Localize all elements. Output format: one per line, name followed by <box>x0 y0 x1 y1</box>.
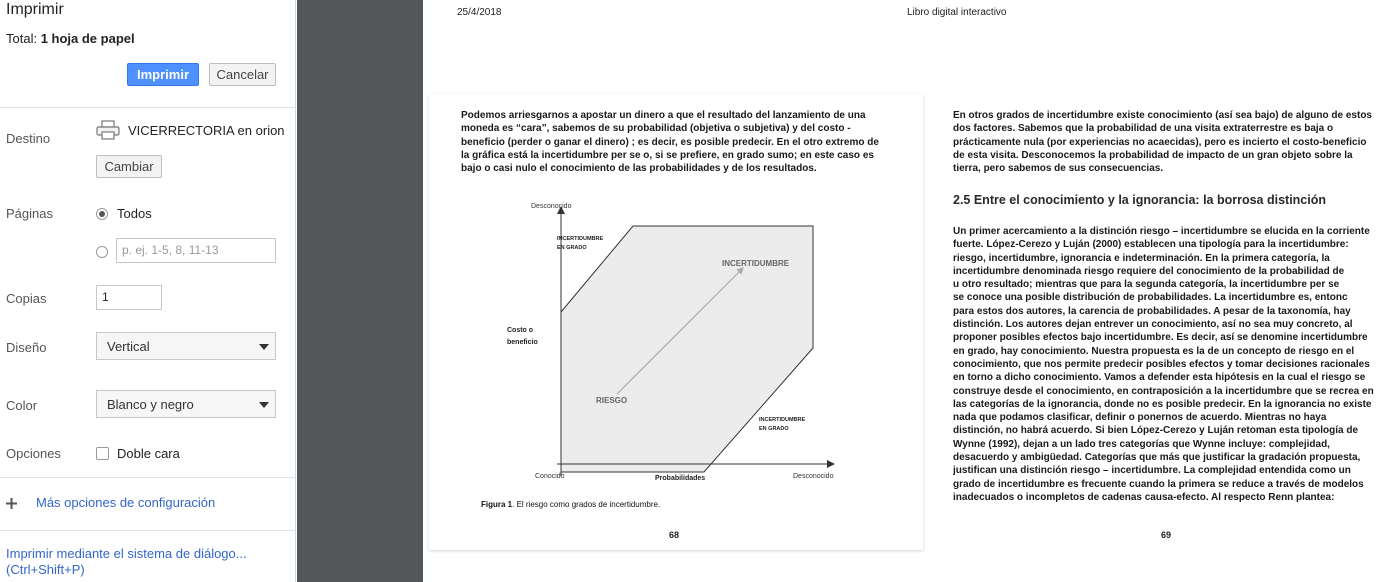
cancel-button[interactable]: Cancelar <box>209 63 276 86</box>
top-left-region-label-2: EN GRADO <box>557 245 587 251</box>
left-page-paragraph: Podemos arriesgarnos a apostar un dinero a que el resultado del lanzamiento de una moneda es “cara”, sabemos de su probabilidad (objetiva o subjetiva) y del costo - beneficio (perder o ganar el dinero) ; es decir, es posible predecir. En el otro extremo de la gráfica está la incertidumbre per se o, si se prefiere, en grado sumo; en este caso es bajo o casi nulo el conocimiento de las probabilidades y de los resultados. <box>461 110 879 175</box>
duplex-label: Doble cara <box>117 446 180 461</box>
change-destination-button[interactable]: Cambiar <box>96 155 162 178</box>
right-page-intro: En otros grados de incertidumbre existe conocimiento (así sea bajo) de alguno de estos dos factores. Sabemos que la probabilidad de una visita extraterrestre es baja o prácticamente nula (por experiencias no acaecidas), pero es incierto el costo-beneficio de esta visita. Desconocemos la probabilidad de impacto de un gran objeto sobre la tierra, pero sabemos de sus consecuencias. <box>953 110 1372 175</box>
x-mid-label: Probabilidades <box>655 475 706 482</box>
right-page-body: Un primer acercamiento a la distinción riesgo – incertidumbre se elucida en la corriente fuerte. López-Cerezo y Luján (2000) establecen una tipología para la incertidumbre: riesgo, incertidumbre, ignorancia e indeterminación. En la primera categoría, la incertidumbre denominada riesgo requiere del conocimiento de la probabilidad de u otro resultado; mientras que para la segunda categoría, la incertidumbre per se se conoce una posible distribución de probabilidades. La incertidumbre es, entonc para estos dos autores, la carencia de probabilidades. A pesar de la taxonomía, hay distinción. Los autores dejan entrever un conocimiento, así no sea muy concreto, al proponer posibles efectos bajo incertidumbre. Es decir, así se denomine incertidumbre en grado, hay conocimiento. Nuestra propuesta es la de un concepto de riesgo en el conocimiento, que nos permite predecir posibles efectos y tomar decisiones racionales en torno a dicho conocimiento. Vamos a defender esta hipótesis en la cual el riesgo se construye desde el conocimiento, en contraposición a la incertidumbre que se recrea en las categorías de la ignorancia, donde no es posible predecir. En la ignorancia no existe nada que podamos clasificar, definir o ponernos de acuerdo. Mientras no haya distinción, no habrá acuerdo. Si bien López-Cerezo y Luján retoman esta tipología de Wynne (1992), dejan a un lado tres categorías que Wynne incluye: complejidad, desacuerdo y ambigüedad. Categorías que más que justificar la gradación propuesta, justifican una distinción riesgo – incertidumbre. La complejidad entendida como un grado de incertidumbre es frecuente cuando la primera se reduce a través de modelos inadecuados o incompletos de cadenas causa-efecto. Al respecto Renn plantea: <box>953 226 1374 503</box>
duplex-checkbox[interactable] <box>96 447 109 460</box>
pages-all-label: Todos <box>117 206 152 221</box>
layout-label: Diseño <box>6 340 47 355</box>
more-settings-link[interactable]: Más opciones de configuración <box>36 495 216 510</box>
center-label: INCERTIDUMBRE <box>722 259 790 268</box>
y-mid-label-1: Costo o <box>507 327 534 334</box>
print-settings-sidebar <box>0 0 296 582</box>
plus-icon[interactable] <box>6 498 17 509</box>
top-left-region-label-1: INCERTIDUMBRE <box>557 236 604 242</box>
color-select-value: Blanco y negro <box>107 397 194 412</box>
print-button[interactable]: Imprimir <box>127 63 199 86</box>
risk-uncertainty-figure <box>499 198 849 488</box>
bottom-right-region-label-2: EN GRADO <box>759 426 789 432</box>
copies-input[interactable]: 1 <box>96 285 162 310</box>
header-date: 25/4/2018 <box>457 7 502 18</box>
chevron-down-icon <box>259 402 269 408</box>
chevron-down-icon <box>259 344 269 350</box>
y-top-label: Desconocido <box>531 203 572 210</box>
printer-name: VICERRECTORIA en orion <box>128 123 285 138</box>
bottom-right-region-label-1: INCERTIDUMBRE <box>759 417 806 423</box>
divider <box>0 477 296 478</box>
book-page-69 <box>947 94 1390 550</box>
pages-range-input[interactable]: p. ej. 1-5, 8, 11-13 <box>116 238 276 263</box>
sheet-total: Total: 1 hoja de papel <box>6 31 135 46</box>
options-label: Opciones <box>6 446 61 461</box>
system-dialog-link[interactable]: Imprimir mediante el sistema de diálogo... (Ctrl+Shift+P) <box>6 546 247 577</box>
divider <box>0 107 296 108</box>
pages-label: Páginas <box>6 206 53 221</box>
pages-custom-radio[interactable] <box>96 246 108 258</box>
x-axis-arrow <box>827 460 835 468</box>
page-number-right: 69 <box>1161 530 1172 540</box>
page-number-left: 68 <box>669 530 680 540</box>
layout-select[interactable] <box>96 332 276 360</box>
color-select[interactable] <box>96 390 276 418</box>
print-preview-area[interactable] <box>297 0 1390 582</box>
destination-label: Destino <box>6 131 51 146</box>
layout-select-value: Vertical <box>107 339 150 354</box>
x-left-label: Conocido <box>535 473 565 480</box>
figure-caption: Figura 1. El riesgo como grados de incertidumbre. <box>481 500 661 509</box>
risk-label: RIESGO <box>596 396 628 405</box>
header-title: Libro digital interactivo <box>907 7 1007 18</box>
divider <box>0 530 296 531</box>
book-page-68 <box>429 94 923 550</box>
y-mid-label-2: beneficio <box>507 339 538 346</box>
color-label: Color <box>6 398 38 413</box>
x-right-label: Desconocido <box>793 473 834 480</box>
print-dialog-title: Imprimir <box>6 1 64 18</box>
copies-label: Copias <box>6 291 47 306</box>
preview-sheet <box>423 0 1390 582</box>
pages-all-radio[interactable] <box>96 208 108 220</box>
section-heading: 2.5 Entre el conocimiento y la ignorancia: la borrosa distinción <box>953 193 1327 207</box>
printer-icon <box>96 120 120 140</box>
